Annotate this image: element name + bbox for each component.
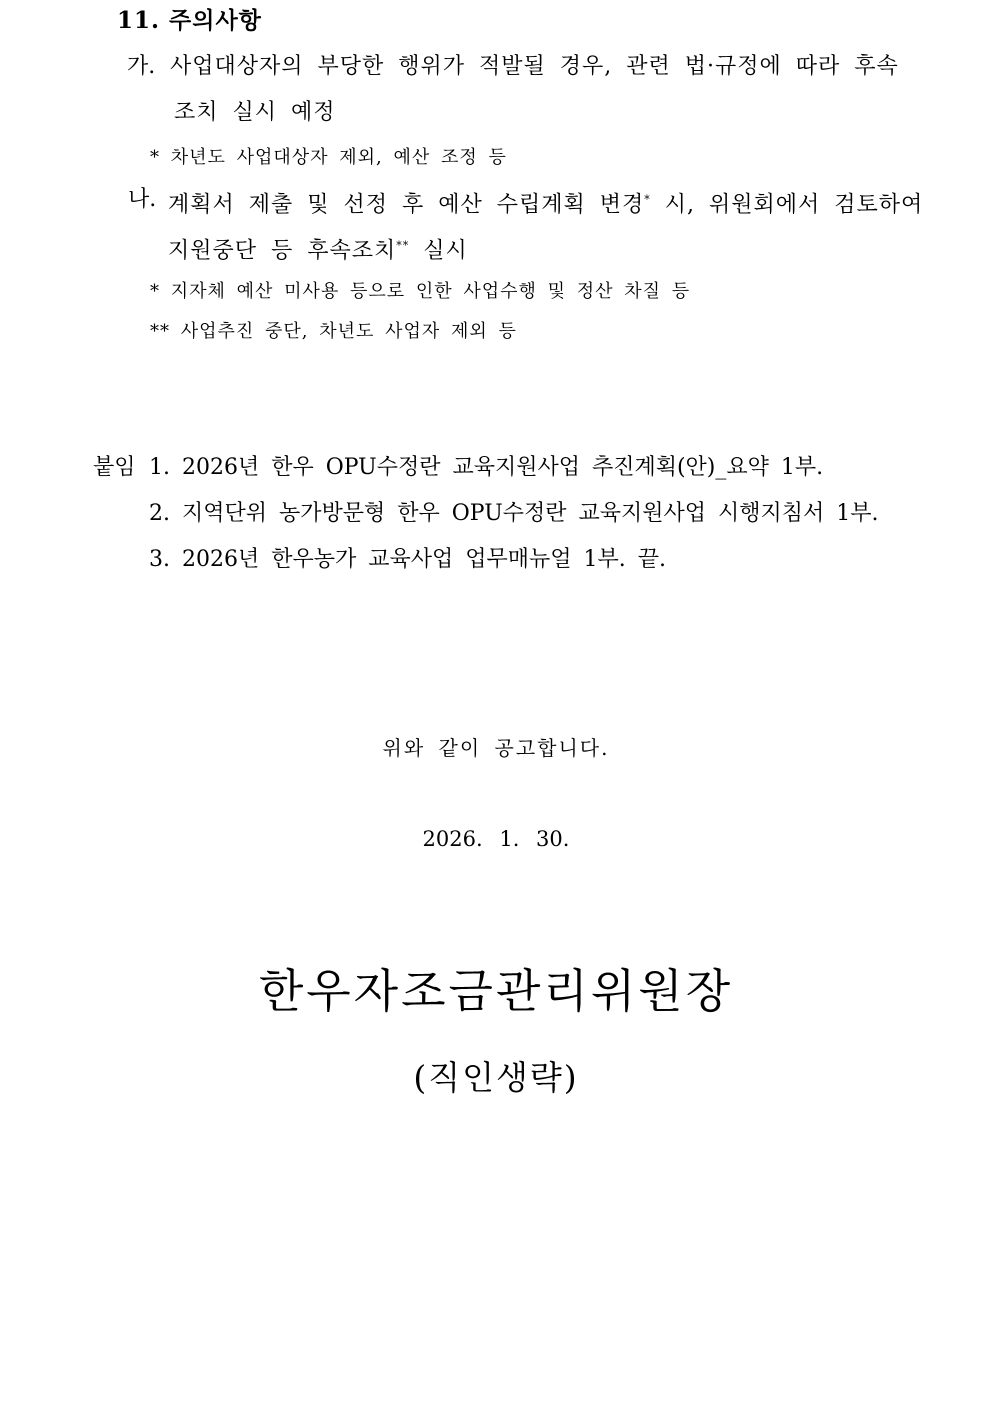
item-ga-marker: 가. [127, 54, 156, 79]
item-na-line-2-text-b: 실시 [409, 238, 468, 264]
item-ga-line-2: 조치 실시 예정 [174, 100, 336, 125]
seal-omitted-note: (직인생략) [413, 1058, 579, 1097]
closing-statement: 위와 같이 공고합니다. [382, 736, 610, 760]
attachment-entry-2: 2. 지역단위 농가방문형 한우 OPU수정란 교육지원사업 시행지침서 1부. [149, 501, 879, 526]
issuing-authority: 한우자조금관리위원장 [258, 964, 734, 1018]
section-title: 11. 주의사항 [117, 7, 262, 34]
item-na-note-2: ** 사업추진 중단, 차년도 사업자 제외 등 [150, 321, 517, 342]
attachment-entry-1: 1. 2026년 한우 OPU수정란 교육지원사업 추진계획(안)_요약 1부. [149, 455, 824, 480]
attachment-entry-3: 3. 2026년 한우농가 교육사업 업무매뉴얼 1부. 끝. [149, 547, 666, 572]
item-na-marker: 나. [128, 187, 157, 212]
item-na-line-1-text-b: 시, 위원회에서 검토하여 [650, 192, 924, 218]
footnote-marker-double: ** [396, 239, 410, 252]
item-ga-note-1: * 차년도 사업대상자 제외, 예산 조정 등 [150, 147, 507, 168]
footnote-marker-single: * [644, 193, 651, 206]
announcement-date: 2026. 1. 30. [422, 827, 570, 851]
attachments-label: 붙임 [93, 455, 136, 480]
item-na-line-1-text-a: 계획서 제출 및 선정 후 예산 수립계획 변경 [168, 192, 645, 218]
item-ga-line-1: 사업대상자의 부당한 행위가 적발될 경우, 관련 법·규정에 따라 후속 [170, 54, 899, 79]
item-na-note-1: * 지자체 예산 미사용 등으로 인한 사업수행 및 정산 차질 등 [150, 281, 691, 302]
item-na-line-2-text-a: 지원중단 등 후속조치 [168, 238, 397, 264]
item-na-line-1 [168, 184, 923, 221]
item-na-line-2 [168, 230, 468, 267]
